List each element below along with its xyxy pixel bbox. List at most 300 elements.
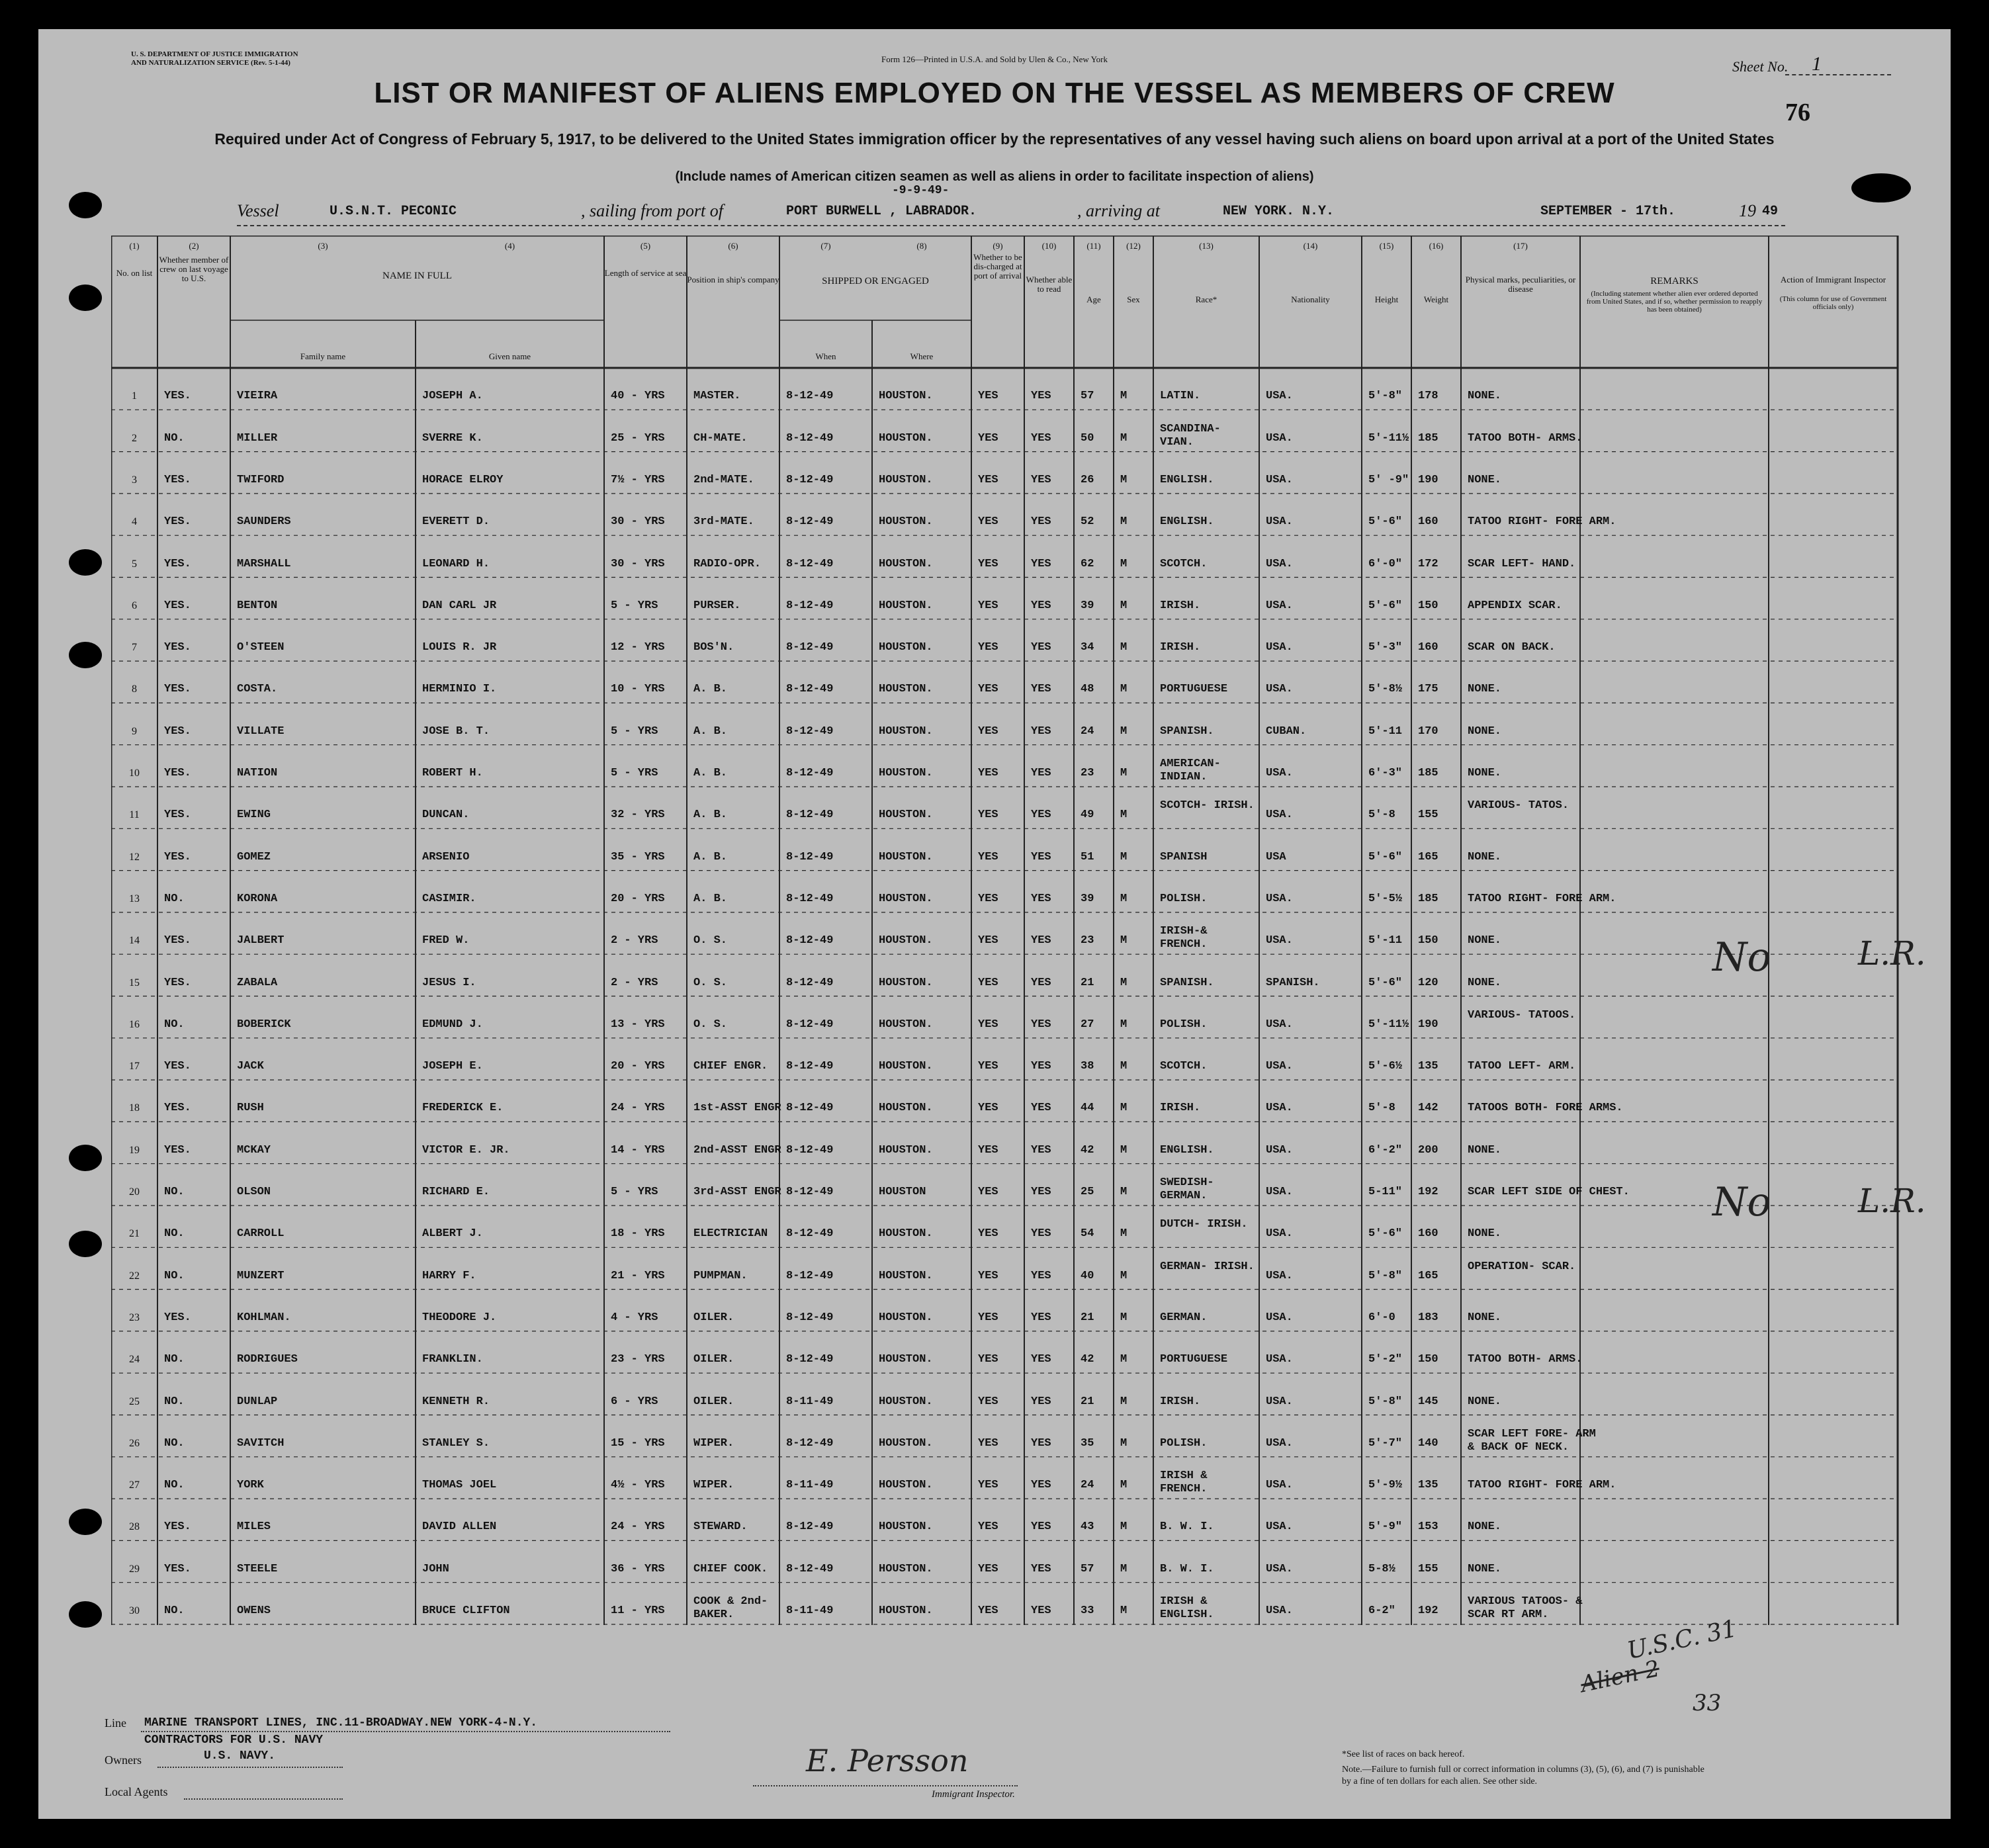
nationality: USA. bbox=[1266, 1018, 1293, 1031]
sex: M bbox=[1120, 1102, 1127, 1115]
given-name: KENNETH R. bbox=[422, 1395, 490, 1408]
col-3a-header: Family name bbox=[300, 351, 346, 361]
age: 51 bbox=[1081, 850, 1094, 863]
physical-marks: VARIOUS TATOOS- & SCAR RT ARM. bbox=[1468, 1595, 1583, 1621]
page-title: LIST OR MANIFEST OF ALIENS EMPLOYED ON THE VESSEL AS MEMBERS OF CREW bbox=[374, 77, 1615, 109]
nationality: USA. bbox=[1266, 1353, 1293, 1366]
last-voyage: YES. bbox=[164, 1143, 191, 1157]
service-length: 5 - YRS bbox=[611, 599, 658, 612]
from-port: PORT BURWELL , LABRADOR. bbox=[786, 204, 977, 219]
row-number: 7 bbox=[132, 642, 137, 654]
service-length: 2 - YRS bbox=[611, 976, 658, 989]
physical-marks: TATOO RIGHT- FORE ARM. bbox=[1468, 1479, 1616, 1492]
last-voyage: YES. bbox=[164, 1562, 191, 1575]
ship-position: ELECTRICIAN bbox=[693, 1227, 768, 1241]
sex: M bbox=[1120, 1186, 1127, 1198]
shipped-when: 8-11-49 bbox=[786, 1479, 834, 1492]
last-voyage: NO. bbox=[164, 1269, 185, 1282]
races-note: *See list of races on back hereof. bbox=[1342, 1749, 1465, 1759]
age: 52 bbox=[1081, 515, 1094, 529]
race: IRISH & ENGLISH. bbox=[1160, 1595, 1214, 1621]
physical-marks: NONE. bbox=[1468, 390, 1502, 403]
weight: 192 bbox=[1418, 1605, 1438, 1617]
service-length: 6 - YRS bbox=[611, 1395, 658, 1408]
age: 57 bbox=[1081, 1562, 1094, 1575]
sex: M bbox=[1120, 892, 1127, 905]
family-name: SAUNDERS bbox=[237, 515, 291, 529]
physical-marks: NONE. bbox=[1468, 1520, 1502, 1534]
col-5-header: Position in ship's company bbox=[687, 275, 779, 285]
to-be-discharged: YES bbox=[978, 1102, 998, 1115]
shipped-where: HOUSTON. bbox=[879, 892, 933, 905]
service-length: 20 - YRS bbox=[611, 892, 665, 905]
last-voyage: YES. bbox=[164, 683, 191, 696]
remarks-row-15: No bbox=[1712, 1179, 1771, 1225]
age: 44 bbox=[1081, 1102, 1094, 1115]
punch-hole bbox=[69, 285, 102, 311]
last-voyage: YES. bbox=[164, 850, 191, 863]
shipped-where: HOUSTON. bbox=[879, 641, 933, 654]
service-length: 30 - YRS bbox=[611, 557, 665, 570]
sex: M bbox=[1120, 1060, 1127, 1073]
able-to-read: YES bbox=[1031, 683, 1051, 696]
weight: 200 bbox=[1418, 1143, 1438, 1157]
given-name: THEODORE J. bbox=[422, 1311, 497, 1324]
col-6a-header: When bbox=[815, 351, 836, 361]
physical-marks: NONE. bbox=[1468, 1143, 1502, 1157]
weight: 155 bbox=[1418, 809, 1438, 822]
row-number: 27 bbox=[129, 1479, 140, 1491]
able-to-read: YES bbox=[1031, 1605, 1051, 1617]
service-length: 36 - YRS bbox=[611, 1562, 665, 1575]
sex: M bbox=[1120, 1311, 1127, 1324]
shipped-where: HOUSTON. bbox=[879, 431, 933, 445]
able-to-read: YES bbox=[1031, 473, 1051, 486]
shipped-where: HOUSTON. bbox=[879, 1520, 933, 1534]
nationality: USA. bbox=[1266, 683, 1293, 696]
ship-position: OILER. bbox=[693, 1395, 734, 1408]
shipped-where: HOUSTON. bbox=[879, 1311, 933, 1324]
age: 23 bbox=[1081, 767, 1094, 779]
age: 23 bbox=[1081, 934, 1094, 947]
vessel-label: Vessel bbox=[237, 201, 279, 220]
weight: 150 bbox=[1418, 1353, 1438, 1366]
age: 43 bbox=[1081, 1520, 1094, 1534]
punch-hole bbox=[69, 642, 102, 668]
given-name: DAVID ALLEN bbox=[422, 1520, 497, 1534]
sex: M bbox=[1120, 1018, 1127, 1031]
shipped-where: HOUSTON. bbox=[879, 390, 933, 403]
able-to-read: YES bbox=[1031, 1102, 1051, 1115]
race: AMERICAN- INDIAN. bbox=[1160, 758, 1221, 783]
inspector-label: Immigrant Inspector. bbox=[932, 1789, 1015, 1800]
service-length: 30 - YRS bbox=[611, 515, 665, 529]
last-voyage: YES. bbox=[164, 1311, 191, 1324]
shipped-where: HOUSTON. bbox=[879, 767, 933, 779]
ship-position: STEWARD. bbox=[693, 1520, 748, 1534]
last-voyage: YES. bbox=[164, 1520, 191, 1534]
to-be-discharged: YES bbox=[978, 934, 998, 947]
weight: 135 bbox=[1418, 1479, 1438, 1492]
physical-marks: TATOO RIGHT- FORE ARM. bbox=[1468, 515, 1616, 529]
shipped-where: HOUSTON. bbox=[879, 1436, 933, 1450]
row-number: 22 bbox=[129, 1270, 140, 1282]
shipped-when: 8-12-49 bbox=[786, 809, 834, 822]
ship-position: O. S. bbox=[693, 976, 728, 989]
nationality: USA. bbox=[1266, 431, 1293, 445]
nationality: USA. bbox=[1266, 1436, 1293, 1450]
able-to-read: YES bbox=[1031, 1562, 1051, 1575]
service-length: 40 - YRS bbox=[611, 390, 665, 403]
col-9-header: Age bbox=[1086, 294, 1101, 304]
height: 5'-9½ bbox=[1368, 1479, 1403, 1492]
signature-line bbox=[753, 1785, 1018, 1786]
height: 5'-5½ bbox=[1368, 892, 1403, 905]
service-length: 25 - YRS bbox=[611, 431, 665, 445]
footer bbox=[105, 1716, 1891, 1816]
service-length: 24 - YRS bbox=[611, 1520, 665, 1534]
sex: M bbox=[1120, 850, 1127, 863]
race: B. W. I. bbox=[1160, 1562, 1214, 1575]
row-number: 5 bbox=[132, 558, 137, 570]
family-name: MCKAY bbox=[237, 1143, 271, 1157]
race: IRISH-& FRENCH. bbox=[1160, 925, 1208, 951]
able-to-read: YES bbox=[1031, 850, 1051, 863]
col-15-header: Physical marks, peculiarities, or disease bbox=[1465, 275, 1576, 294]
family-name: OWENS bbox=[237, 1605, 271, 1617]
nationality: USA bbox=[1266, 850, 1286, 863]
given-name: ROBERT H. bbox=[422, 767, 483, 779]
col-4-header: Length of service at sea bbox=[604, 268, 687, 278]
line-underline bbox=[141, 1731, 670, 1732]
race: PORTUGUESE bbox=[1160, 683, 1228, 696]
ship-position: A. B. bbox=[693, 683, 728, 696]
punch-hole bbox=[69, 1231, 102, 1257]
sex: M bbox=[1120, 390, 1127, 403]
column-number: (1) bbox=[129, 241, 140, 251]
sex: M bbox=[1120, 683, 1127, 696]
race: IRISH. bbox=[1160, 599, 1201, 612]
family-name: MILLER bbox=[237, 431, 278, 445]
sex: M bbox=[1120, 599, 1127, 612]
service-length: 5 - YRS bbox=[611, 1186, 658, 1198]
shipped-when: 8-12-49 bbox=[786, 1060, 834, 1073]
sex: M bbox=[1120, 767, 1127, 779]
row-number: 17 bbox=[129, 1061, 140, 1073]
arrival-port: NEW YORK. N.Y. bbox=[1223, 204, 1335, 219]
to-be-discharged: YES bbox=[978, 1353, 998, 1366]
row-number: 28 bbox=[129, 1521, 140, 1533]
form-printer-note: Form 126—Printed in U.S.A. and Sold by Ulen & Co., New York bbox=[881, 54, 1108, 64]
shipped-where: HOUSTON bbox=[879, 1186, 926, 1198]
year-prefix: 19 bbox=[1739, 201, 1756, 220]
given-name: EDMUND J. bbox=[422, 1018, 483, 1031]
weight: 190 bbox=[1418, 1018, 1438, 1031]
age: 50 bbox=[1081, 431, 1094, 445]
sex: M bbox=[1120, 1605, 1127, 1617]
sex: M bbox=[1120, 1520, 1127, 1534]
last-voyage: NO. bbox=[164, 1186, 185, 1198]
ship-position: A. B. bbox=[693, 725, 728, 738]
to-be-discharged: YES bbox=[978, 515, 998, 529]
shipped-when: 8-11-49 bbox=[786, 1605, 834, 1617]
weight: 153 bbox=[1418, 1520, 1438, 1534]
able-to-read: YES bbox=[1031, 557, 1051, 570]
height: 5-11" bbox=[1368, 1186, 1403, 1198]
shipped-where: HOUSTON. bbox=[879, 1353, 933, 1366]
ship-position: O. S. bbox=[693, 1018, 728, 1031]
row-number: 25 bbox=[129, 1395, 140, 1407]
column-number: (15) bbox=[1379, 241, 1394, 251]
last-voyage: YES. bbox=[164, 725, 191, 738]
voyage-underline bbox=[237, 225, 1785, 226]
col-10-header: Sex bbox=[1127, 294, 1140, 304]
row-number: 21 bbox=[129, 1228, 140, 1240]
col-16-note: (Including statement whether alien ever ordered deported from United States, and if so, whether permission to reapply has been obtained) bbox=[1586, 290, 1763, 314]
sex: M bbox=[1120, 1353, 1127, 1366]
last-voyage: NO. bbox=[164, 1018, 185, 1031]
height: 6'-0 bbox=[1368, 1311, 1395, 1324]
col-6-header: SHIPPED OR ENGAGED bbox=[822, 276, 929, 286]
height: 5'-6½ bbox=[1368, 1060, 1403, 1073]
line-value: MARINE TRANSPORT LINES, INC.11-BROADWAY.NEW YORK-4-N.Y. bbox=[144, 1716, 538, 1730]
col-3b-header: Given name bbox=[488, 351, 531, 361]
last-voyage: YES. bbox=[164, 515, 191, 529]
nationality: USA. bbox=[1266, 1186, 1293, 1198]
given-name: ALBERT J. bbox=[422, 1227, 483, 1241]
shipped-where: HOUSTON. bbox=[879, 1479, 933, 1492]
page-number: 76 bbox=[1785, 99, 1810, 126]
ship-position: A. B. bbox=[693, 850, 728, 863]
weight: 145 bbox=[1418, 1395, 1438, 1408]
family-name: EWING bbox=[237, 809, 271, 822]
age: 35 bbox=[1081, 1436, 1094, 1450]
agents-label: Local Agents bbox=[105, 1785, 168, 1798]
height: 5'-6" bbox=[1368, 976, 1403, 989]
physical-marks: SCAR LEFT FORE- ARM & BACK OF NECK. bbox=[1468, 1427, 1596, 1454]
col-11-header: Race* bbox=[1195, 294, 1217, 304]
shipped-when: 8-12-49 bbox=[786, 1562, 834, 1575]
height: 5'-6" bbox=[1368, 599, 1403, 612]
family-name: CARROLL bbox=[237, 1227, 285, 1241]
to-be-discharged: YES bbox=[978, 976, 998, 989]
service-length: 35 - YRS bbox=[611, 850, 665, 863]
sail-date: -9-9-49- bbox=[892, 184, 950, 197]
given-name: LOUIS R. JR bbox=[422, 641, 497, 654]
shipped-when: 8-12-49 bbox=[786, 431, 834, 445]
weight: 185 bbox=[1418, 431, 1438, 445]
height: 6-2" bbox=[1368, 1605, 1395, 1617]
ship-position: 3rd-MATE. bbox=[693, 515, 754, 529]
arrival-date: SEPTEMBER - 17th. bbox=[1540, 204, 1676, 219]
given-name: HORACE ELROY bbox=[422, 473, 504, 486]
year-suffix: 49 bbox=[1762, 204, 1779, 219]
shipped-when: 8-12-49 bbox=[786, 892, 834, 905]
age: 57 bbox=[1081, 390, 1094, 403]
service-length: 13 - YRS bbox=[611, 1018, 665, 1031]
given-name: BRUCE CLIFTON bbox=[422, 1605, 510, 1617]
given-name: HERMINIO I. bbox=[422, 683, 497, 696]
height: 6'-0" bbox=[1368, 557, 1403, 570]
race: IRISH. bbox=[1160, 1102, 1201, 1115]
shipped-where: HOUSTON. bbox=[879, 1269, 933, 1282]
row-number: 30 bbox=[129, 1605, 140, 1616]
family-name: BENTON bbox=[237, 599, 278, 612]
sex: M bbox=[1120, 809, 1127, 822]
age: 21 bbox=[1081, 1395, 1094, 1408]
age: 40 bbox=[1081, 1269, 1094, 1282]
age: 49 bbox=[1081, 809, 1094, 822]
to-be-discharged: YES bbox=[978, 1060, 998, 1073]
row-number: 12 bbox=[129, 851, 140, 863]
age: 62 bbox=[1081, 557, 1094, 570]
able-to-read: YES bbox=[1031, 599, 1051, 612]
race: ENGLISH. bbox=[1160, 515, 1214, 529]
column-number: (12) bbox=[1126, 241, 1141, 251]
to-be-discharged: YES bbox=[978, 1311, 998, 1324]
race: SWEDISH- GERMAN. bbox=[1160, 1176, 1214, 1202]
shipped-where: HOUSTON. bbox=[879, 1018, 933, 1031]
arriving-label: , arriving at bbox=[1077, 201, 1160, 220]
to-be-discharged: YES bbox=[978, 1562, 998, 1575]
shipped-where: HOUSTON. bbox=[879, 725, 933, 738]
race: IRISH & FRENCH. bbox=[1160, 1470, 1208, 1496]
shipped-where: HOUSTON. bbox=[879, 1605, 933, 1617]
line-label: Line bbox=[105, 1716, 126, 1730]
service-length: 12 - YRS bbox=[611, 641, 665, 654]
last-voyage: NO. bbox=[164, 431, 185, 445]
service-length: 14 - YRS bbox=[611, 1143, 665, 1157]
row-number: 24 bbox=[129, 1354, 140, 1366]
service-length: 23 - YRS bbox=[611, 1353, 665, 1366]
height: 5' -9" bbox=[1368, 473, 1409, 486]
able-to-read: YES bbox=[1031, 515, 1051, 529]
able-to-read: YES bbox=[1031, 976, 1051, 989]
physical-marks: SCAR LEFT- HAND. bbox=[1468, 557, 1576, 570]
family-name: ZABALA bbox=[237, 976, 278, 989]
given-name: ARSENIO bbox=[422, 850, 470, 863]
to-be-discharged: YES bbox=[978, 850, 998, 863]
able-to-read: YES bbox=[1031, 1269, 1051, 1282]
to-be-discharged: YES bbox=[978, 641, 998, 654]
row-number: 15 bbox=[129, 977, 140, 989]
last-voyage: YES. bbox=[164, 767, 191, 779]
sheet-number: 1 bbox=[1812, 53, 1822, 75]
row-number: 3 bbox=[132, 474, 137, 486]
to-be-discharged: YES bbox=[978, 1395, 998, 1408]
height: 6'-3" bbox=[1368, 767, 1403, 779]
sex: M bbox=[1120, 1436, 1127, 1450]
row-number: 26 bbox=[129, 1437, 140, 1449]
physical-marks: NONE. bbox=[1468, 767, 1502, 779]
punch-hole bbox=[69, 1509, 102, 1535]
vessel-name: U.S.N.T. PECONIC bbox=[330, 204, 457, 219]
fine-note: Note.—Failure to furnish full or correct information in columns (3), (5), (6), and (7) is punishable by a fine of ten dollars for each alien. See other side. bbox=[1342, 1765, 1704, 1786]
col-2-header: Whether member of crew on last voyage to U.S. bbox=[159, 255, 229, 283]
age: 54 bbox=[1081, 1227, 1094, 1241]
race: SPANISH. bbox=[1160, 976, 1214, 989]
shipped-where: HOUSTON. bbox=[879, 557, 933, 570]
race: POLISH. bbox=[1160, 892, 1208, 905]
able-to-read: YES bbox=[1031, 1186, 1051, 1198]
column-number: (13) bbox=[1199, 241, 1214, 251]
shipped-when: 8-12-49 bbox=[786, 1436, 834, 1450]
ship-position: WIPER. bbox=[693, 1436, 734, 1450]
race: GERMAN- IRISH. bbox=[1160, 1260, 1255, 1273]
ship-position: PUMPMAN. bbox=[693, 1269, 748, 1282]
height: 5'-3" bbox=[1368, 641, 1403, 654]
sex: M bbox=[1120, 1269, 1127, 1282]
height: 5'-8" bbox=[1368, 1269, 1403, 1282]
age: 38 bbox=[1081, 1060, 1094, 1073]
ship-position: 1st-ASST ENGR bbox=[693, 1102, 781, 1115]
family-name: MARSHALL bbox=[237, 557, 291, 570]
column-number: (9) bbox=[993, 241, 1003, 251]
ship-position: A. B. bbox=[693, 892, 728, 905]
service-length: 5 - YRS bbox=[611, 725, 658, 738]
sex: M bbox=[1120, 1143, 1127, 1157]
action-row-15: L.R. bbox=[1858, 1182, 1926, 1220]
sex: M bbox=[1120, 1227, 1127, 1241]
weight: 185 bbox=[1418, 767, 1438, 779]
department-stamp: U. S. DEPARTMENT OF JUSTICE IMMIGRATION AND NATURALIZATION SERVICE (Rev. 5-1-44) bbox=[131, 50, 298, 67]
physical-marks: VARIOUS- TATOOS. bbox=[1468, 1008, 1576, 1022]
to-be-discharged: YES bbox=[978, 557, 998, 570]
weight: 165 bbox=[1418, 850, 1438, 863]
to-be-discharged: YES bbox=[978, 390, 998, 403]
shipped-where: HOUSTON. bbox=[879, 1102, 933, 1115]
nationality: USA. bbox=[1266, 473, 1293, 486]
sex: M bbox=[1120, 1479, 1127, 1492]
height: 6'-2" bbox=[1368, 1143, 1403, 1157]
race: ENGLISH. bbox=[1160, 473, 1214, 486]
sheet-underline bbox=[1785, 74, 1891, 75]
service-length: 20 - YRS bbox=[611, 1060, 665, 1073]
shipped-where: HOUSTON. bbox=[879, 1395, 933, 1408]
sex: M bbox=[1120, 725, 1127, 738]
service-length: 32 - YRS bbox=[611, 809, 665, 822]
shipped-when: 8-12-49 bbox=[786, 557, 834, 570]
column-number: (16) bbox=[1429, 241, 1444, 251]
col-6b-header: Where bbox=[910, 351, 934, 361]
sex: M bbox=[1120, 976, 1127, 989]
weight: 150 bbox=[1418, 599, 1438, 612]
tally-total: 33 bbox=[1693, 1690, 1722, 1716]
family-name: BOBERICK bbox=[237, 1018, 291, 1031]
shipped-when: 8-12-49 bbox=[786, 1311, 834, 1324]
last-voyage: YES. bbox=[164, 641, 191, 654]
shipped-when: 8-12-49 bbox=[786, 1353, 834, 1366]
family-name: RUSH bbox=[237, 1102, 264, 1115]
shipped-when: 8-12-49 bbox=[786, 767, 834, 779]
shipped-when: 8-12-49 bbox=[786, 515, 834, 529]
shipped-when: 8-12-49 bbox=[786, 1102, 834, 1115]
service-length: 11 - YRS bbox=[611, 1605, 665, 1617]
column-number: (5) bbox=[640, 241, 651, 251]
physical-marks: NONE. bbox=[1468, 1227, 1502, 1241]
family-name: MUNZERT bbox=[237, 1269, 285, 1282]
column-number: (8) bbox=[916, 241, 927, 251]
to-be-discharged: YES bbox=[978, 1520, 998, 1534]
service-length: 15 - YRS bbox=[611, 1436, 665, 1450]
last-voyage: NO. bbox=[164, 1395, 185, 1408]
physical-marks: NONE. bbox=[1468, 473, 1502, 486]
given-name: JOSE B. T. bbox=[422, 725, 490, 738]
to-be-discharged: YES bbox=[978, 892, 998, 905]
race: GERMAN. bbox=[1160, 1311, 1208, 1324]
height: 5'-11 bbox=[1368, 934, 1403, 947]
service-length: 5 - YRS bbox=[611, 767, 658, 779]
